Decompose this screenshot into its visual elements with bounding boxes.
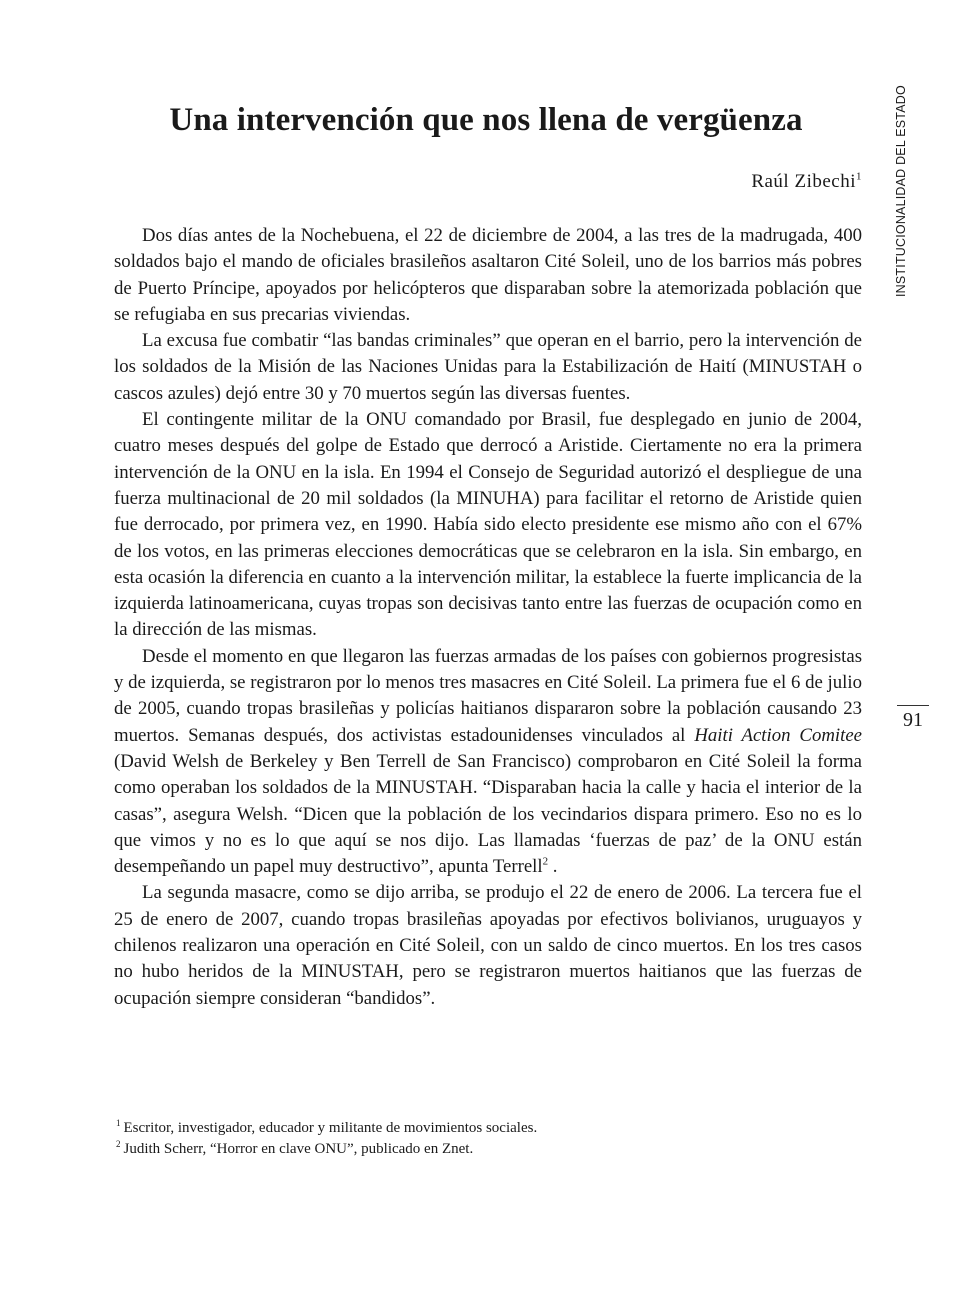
article-body (114, 223, 862, 1012)
page-title: Una intervención que nos llena de vergüenza (169, 102, 803, 138)
paragraph-4-end: . (548, 856, 558, 878)
paragraph-4-part-2: (David Welsh de Berkeley y Ben Terrell de San Francisco) comprobaron en Cité Soleil la forma como operaban los soldados de la MINUSTAH. “Disparaban hacia la calle y hacia el interior de la casas”, asegura Welsh. “Dicen que la población de los vecindarios dispara primero. Eso no es lo que vimos y no es lo que aquí se nos dijo. Las llamadas ‘fuerzas de paz’ de la ONU están desempeñando un papel muy destructivo”, apunta Terrell (114, 750, 862, 878)
footnote-ref-1: 1 (856, 170, 862, 183)
footnote-mark-2: 2 (116, 1139, 121, 1149)
author-byline (751, 170, 862, 194)
running-head: INSTITUCIONALIDAD DEL ESTADO (894, 85, 908, 297)
paragraph-3: El contingente militar de la ONU comandado por Brasil, fue desplegado en junio de 2004, cuatro meses después del golpe de Estado que derrocó a Aristide. Ciertamente no era la primera intervención de la ONU en la isla. En 1994 el Consejo de Seguridad autorizó el despliegue de una fuerza multinacional de 20 mil soldados (la MINUHA) para facilitar el retorno de Aristide quien fue derrocado, por primera vez, en 1990. Había sido electo presidente ese mismo año con el 67% de los votos, en las primeras elecciones democráticas que se celebraron en la isla. Sin embargo, en esta ocasión la diferencia en cuanto a la intervención militar, la establece la fuerte implicancia de la izquierda latinoamericana, cuyas tropas son decisivas tanto entre las fuerzas de ocupación como en la dirección de las mismas. (114, 409, 862, 641)
footnote-ref-2: 2 (542, 855, 549, 868)
paragraph-5: La segunda masacre, como se dijo arriba, se produjo el 22 de enero de 2006. La tercera fue el 25 de enero de 2007, cuando tropas brasileñas apoyadas por efectivos bolivianos, uruguayos y chilenos realizaron una operación en Cité Soleil, con un saldo de cinco muertos. En los tres casos no hubo heridos de la MINUSTAH, pero se registraron muertos haitianos que las fuerzas de ocupación siempre consideran “bandidos”. (114, 882, 862, 1009)
author-name: Raúl Zibechi (751, 171, 856, 192)
organization-name: Haiti Action Comitee (694, 724, 863, 746)
footnote-2 (116, 1139, 856, 1160)
paragraph-1: Dos días antes de la Nochebuena, el 22 de diciembre de 2004, a las tres de la madrugada, 400 soldados bajo el mando de oficiales brasileños asaltaron Cité Soleil, uno de los barrios más pobres de Puerto Príncipe, apoyados por helicópteros que disparaban sobre la atemorizada población que se refugiaba en sus precarias viviendas. (114, 225, 862, 325)
page-number-rule (897, 705, 929, 706)
page-number: 91 (903, 709, 923, 731)
paragraph-2: La excusa fue combatir “las bandas criminales” que operan en el barrio, pero la intervención de los soldados de la Misión de las Naciones Unidas para la Estabilización de Haití (MINUSTAH o cascos azules) dejó entre 30 y 70 muertos según las diversas fuentes. (114, 330, 862, 404)
footnote-text-2: Judith Scherr, “Horror en clave ONU”, publicado en Znet. (123, 1141, 474, 1157)
footnotes (116, 1118, 856, 1160)
footnote-1 (116, 1118, 856, 1139)
footnote-text-1: Escritor, investigador, educador y militante de movimientos sociales. (123, 1120, 538, 1136)
footnote-mark-1: 1 (116, 1118, 121, 1128)
paragraph-4 (114, 644, 862, 881)
paragraph-4-part-1: Desde el momento en que llegaron las fuerzas armadas de los países con gobiernos progresistas y de izquierda, se registraron por lo menos tres masacres en Cité Soleil. La primera fue el 6 de julio de 2005, cuando tropas brasileñas y policías haitianos dispararon sobre la población causando 23 muertos. Semanas después, dos activistas estadounidenses vinculados al (114, 645, 862, 746)
